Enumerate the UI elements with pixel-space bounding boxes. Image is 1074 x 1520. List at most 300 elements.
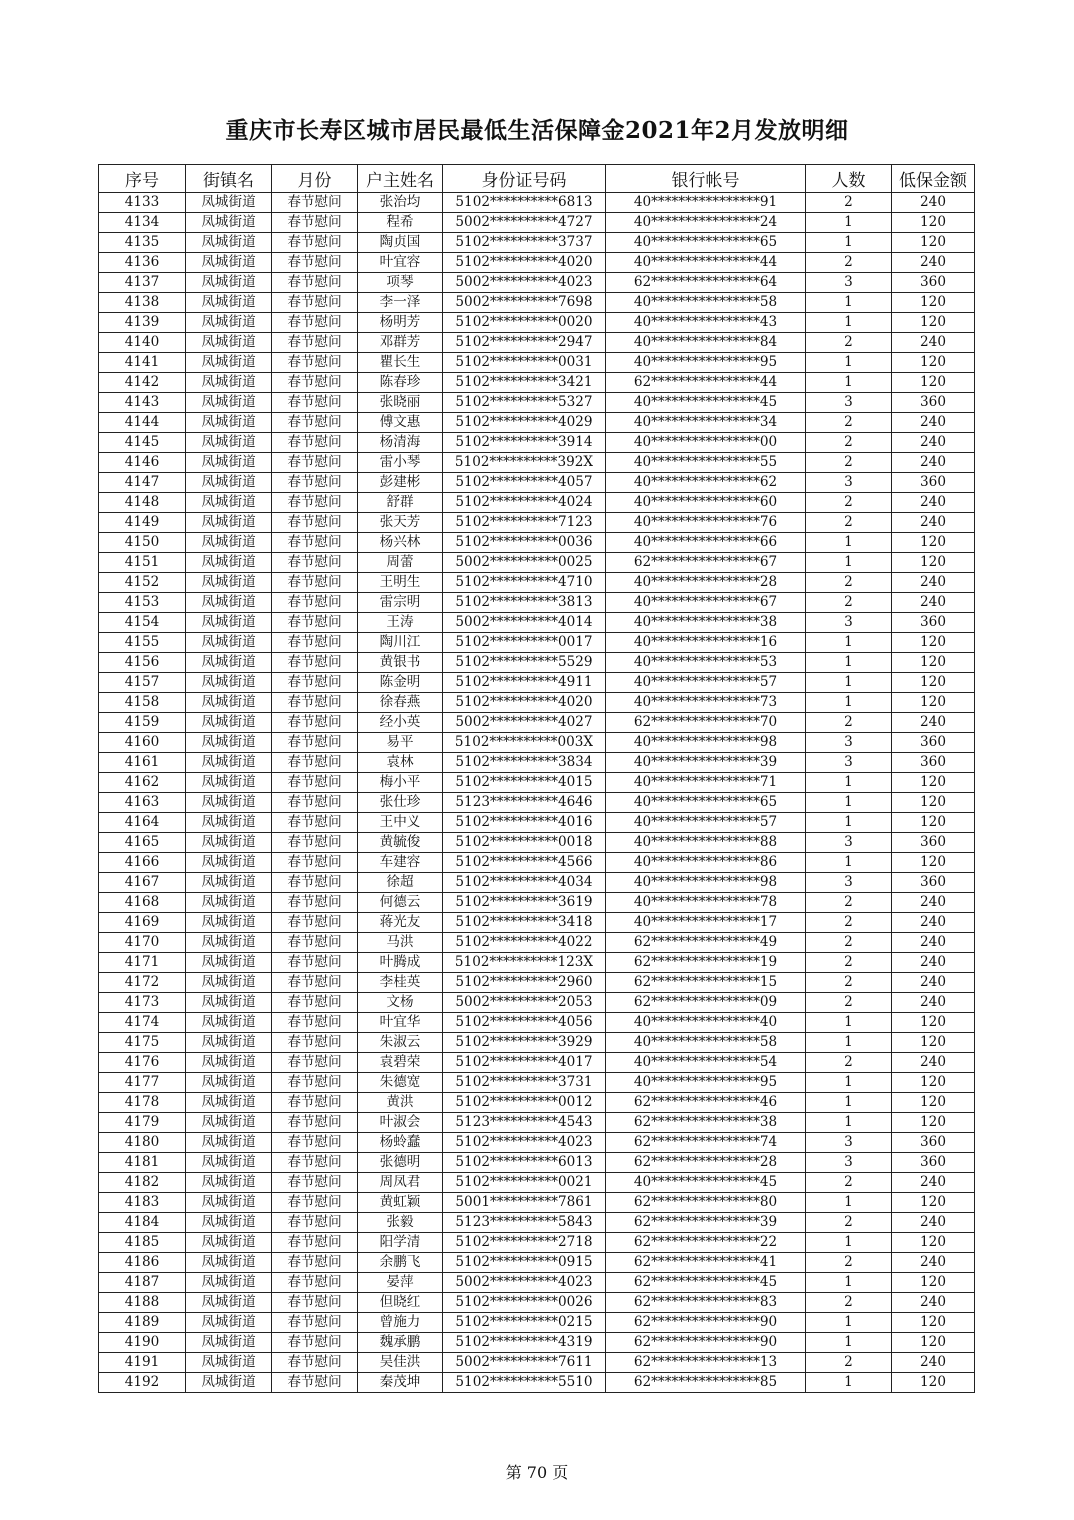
cell-people-count: 3 [806, 1153, 892, 1173]
cell-bank-account: 62****************38 [606, 1113, 806, 1133]
cell-bank-account: 62****************19 [606, 953, 806, 973]
cell-bank-account: 40****************34 [606, 413, 806, 433]
cell-amount: 120 [892, 1233, 975, 1253]
cell-street: 凤城街道 [186, 653, 272, 673]
cell-index: 4161 [99, 753, 186, 773]
cell-amount: 240 [892, 953, 975, 973]
cell-id-number: 5002**********4023 [443, 1273, 606, 1293]
cell-bank-account: 40****************53 [606, 653, 806, 673]
cell-id-number: 5102**********3421 [443, 373, 606, 393]
cell-street: 凤城街道 [186, 493, 272, 513]
cell-month: 春节慰问 [272, 1313, 358, 1333]
cell-street: 凤城街道 [186, 1233, 272, 1253]
cell-bank-account: 40****************98 [606, 873, 806, 893]
page-number: 第 70 页 [505, 1463, 569, 1482]
cell-bank-account: 40****************54 [606, 1053, 806, 1073]
table-row [99, 793, 975, 813]
cell-householder: 王中义 [358, 813, 443, 833]
cell-month: 春节慰问 [272, 873, 358, 893]
table-row [99, 833, 975, 853]
cell-month: 春节慰问 [272, 973, 358, 993]
cell-amount: 120 [892, 693, 975, 713]
cell-bank-account: 62****************22 [606, 1233, 806, 1253]
cell-amount: 120 [892, 1193, 975, 1213]
cell-id-number: 5102**********4020 [443, 693, 606, 713]
cell-id-number: 5002**********0025 [443, 553, 606, 573]
cell-amount: 120 [892, 1373, 975, 1393]
cell-people-count: 2 [806, 253, 892, 273]
cell-index: 4175 [99, 1033, 186, 1053]
cell-householder: 邓群芳 [358, 333, 443, 353]
cell-street: 凤城街道 [186, 333, 272, 353]
cell-people-count: 1 [806, 633, 892, 653]
cell-month: 春节慰问 [272, 1273, 358, 1293]
table-row [99, 973, 975, 993]
cell-bank-account: 40****************58 [606, 293, 806, 313]
cell-bank-account: 62****************09 [606, 993, 806, 1013]
cell-bank-account: 40****************73 [606, 693, 806, 713]
table-row [99, 713, 975, 733]
cell-month: 春节慰问 [272, 1153, 358, 1173]
cell-people-count: 1 [806, 1233, 892, 1253]
cell-id-number: 5102**********0018 [443, 833, 606, 853]
table-row [99, 1293, 975, 1313]
cell-street: 凤城街道 [186, 873, 272, 893]
cell-people-count: 2 [806, 333, 892, 353]
cell-id-number: 5102**********4024 [443, 493, 606, 513]
cell-householder: 车建容 [358, 853, 443, 873]
cell-people-count: 2 [806, 573, 892, 593]
cell-id-number: 5102**********4016 [443, 813, 606, 833]
table-row [99, 253, 975, 273]
cell-amount: 120 [892, 553, 975, 573]
cell-index: 4184 [99, 1213, 186, 1233]
cell-id-number: 5102**********003X [443, 733, 606, 753]
table-row [99, 1133, 975, 1153]
cell-street: 凤城街道 [186, 793, 272, 813]
cell-bank-account: 40****************67 [606, 593, 806, 613]
cell-id-number: 5002**********2053 [443, 993, 606, 1013]
table-row [99, 453, 975, 473]
cell-street: 凤城街道 [186, 1313, 272, 1333]
cell-people-count: 1 [806, 553, 892, 573]
cell-householder: 经小英 [358, 713, 443, 733]
cell-people-count: 1 [806, 1073, 892, 1093]
cell-people-count: 1 [806, 213, 892, 233]
cell-index: 4176 [99, 1053, 186, 1073]
cell-street: 凤城街道 [186, 713, 272, 733]
cell-id-number: 5102**********3731 [443, 1073, 606, 1093]
cell-month: 春节慰问 [272, 793, 358, 813]
cell-people-count: 3 [806, 873, 892, 893]
cell-street: 凤城街道 [186, 893, 272, 913]
cell-street: 凤城街道 [186, 1033, 272, 1053]
cell-bank-account: 40****************00 [606, 433, 806, 453]
cell-id-number: 5102**********4566 [443, 853, 606, 873]
cell-month: 春节慰问 [272, 313, 358, 333]
cell-street: 凤城街道 [186, 253, 272, 273]
cell-bank-account: 40****************84 [606, 333, 806, 353]
cell-householder: 黄毓俊 [358, 833, 443, 853]
cell-amount: 360 [892, 833, 975, 853]
cell-month: 春节慰问 [272, 1113, 358, 1133]
cell-amount: 120 [892, 1073, 975, 1093]
cell-month: 春节慰问 [272, 1033, 358, 1053]
cell-amount: 120 [892, 1333, 975, 1353]
cell-amount: 360 [892, 1153, 975, 1173]
cell-bank-account: 40****************38 [606, 613, 806, 633]
cell-bank-account: 40****************24 [606, 213, 806, 233]
cell-id-number: 5102**********0215 [443, 1313, 606, 1333]
cell-householder: 陶川江 [358, 633, 443, 653]
cell-householder: 朱德宽 [358, 1073, 443, 1093]
cell-bank-account: 62****************74 [606, 1133, 806, 1153]
cell-index: 4188 [99, 1293, 186, 1313]
table-row [99, 1073, 975, 1093]
table-row [99, 913, 975, 933]
cell-month: 春节慰问 [272, 913, 358, 933]
cell-index: 4154 [99, 613, 186, 633]
cell-month: 春节慰问 [272, 653, 358, 673]
cell-month: 春节慰问 [272, 693, 358, 713]
cell-bank-account: 62****************15 [606, 973, 806, 993]
cell-id-number: 5102**********123X [443, 953, 606, 973]
table-row [99, 1253, 975, 1273]
cell-householder: 杨兴林 [358, 533, 443, 553]
cell-amount: 360 [892, 873, 975, 893]
table-row [99, 233, 975, 253]
cell-bank-account: 62****************44 [606, 373, 806, 393]
cell-month: 春节慰问 [272, 573, 358, 593]
cell-bank-account: 40****************98 [606, 733, 806, 753]
cell-street: 凤城街道 [186, 1253, 272, 1273]
cell-month: 春节慰问 [272, 293, 358, 313]
cell-street: 凤城街道 [186, 1213, 272, 1233]
cell-street: 凤城街道 [186, 1333, 272, 1353]
cell-amount: 120 [892, 213, 975, 233]
cell-month: 春节慰问 [272, 213, 358, 233]
cell-index: 4165 [99, 833, 186, 853]
cell-householder: 曾施力 [358, 1313, 443, 1333]
cell-bank-account: 40****************44 [606, 253, 806, 273]
table-row [99, 1173, 975, 1193]
cell-index: 4155 [99, 633, 186, 653]
table-row [99, 613, 975, 633]
cell-street: 凤城街道 [186, 633, 272, 653]
cell-amount: 360 [892, 273, 975, 293]
cell-householder: 易平 [358, 733, 443, 753]
cell-bank-account: 40****************39 [606, 753, 806, 773]
cell-id-number: 5123**********4646 [443, 793, 606, 813]
table-row [99, 853, 975, 873]
cell-id-number: 5102**********4057 [443, 473, 606, 493]
cell-people-count: 1 [806, 313, 892, 333]
cell-month: 春节慰问 [272, 353, 358, 373]
cell-id-number: 5102**********4029 [443, 413, 606, 433]
table-row [99, 1353, 975, 1373]
header-index: 序号 [99, 165, 186, 193]
table-row [99, 673, 975, 693]
cell-householder: 秦茂坤 [358, 1373, 443, 1393]
cell-street: 凤城街道 [186, 1053, 272, 1073]
cell-index: 4182 [99, 1173, 186, 1193]
cell-month: 春节慰问 [272, 713, 358, 733]
cell-street: 凤城街道 [186, 213, 272, 233]
cell-amount: 240 [892, 993, 975, 1013]
cell-index: 4190 [99, 1333, 186, 1353]
cell-people-count: 3 [806, 273, 892, 293]
cell-month: 春节慰问 [272, 1333, 358, 1353]
cell-street: 凤城街道 [186, 433, 272, 453]
cell-householder: 叶宜容 [358, 253, 443, 273]
cell-bank-account: 40****************95 [606, 1073, 806, 1093]
cell-bank-account: 62****************90 [606, 1333, 806, 1353]
table-row [99, 213, 975, 233]
cell-people-count: 3 [806, 753, 892, 773]
cell-id-number: 5102**********4022 [443, 933, 606, 953]
table-row [99, 653, 975, 673]
cell-index: 4139 [99, 313, 186, 333]
cell-id-number: 5102**********4017 [443, 1053, 606, 1073]
header-people-count: 人数 [806, 165, 892, 193]
cell-bank-account: 40****************58 [606, 1033, 806, 1053]
cell-street: 凤城街道 [186, 1273, 272, 1293]
cell-amount: 120 [892, 1313, 975, 1333]
cell-householder: 杨蛉蠢 [358, 1133, 443, 1153]
cell-street: 凤城街道 [186, 313, 272, 333]
cell-amount: 240 [892, 253, 975, 273]
cell-people-count: 1 [806, 853, 892, 873]
cell-index: 4146 [99, 453, 186, 473]
cell-householder: 余鹏飞 [358, 1253, 443, 1273]
cell-people-count: 2 [806, 973, 892, 993]
table-row [99, 1193, 975, 1213]
cell-month: 春节慰问 [272, 1093, 358, 1113]
cell-householder: 周蕾 [358, 553, 443, 573]
cell-householder: 袁林 [358, 753, 443, 773]
cell-month: 春节慰问 [272, 593, 358, 613]
cell-bank-account: 40****************88 [606, 833, 806, 853]
cell-householder: 朱淑云 [358, 1033, 443, 1053]
cell-householder: 张仕珍 [358, 793, 443, 813]
cell-people-count: 2 [806, 433, 892, 453]
cell-householder: 文杨 [358, 993, 443, 1013]
table-row [99, 353, 975, 373]
cell-householder: 蒋光友 [358, 913, 443, 933]
cell-bank-account: 62****************39 [606, 1213, 806, 1233]
cell-id-number: 5102**********5327 [443, 393, 606, 413]
cell-month: 春节慰问 [272, 333, 358, 353]
cell-index: 4181 [99, 1153, 186, 1173]
cell-id-number: 5102**********4020 [443, 253, 606, 273]
cell-index: 4168 [99, 893, 186, 913]
payment-table [98, 164, 975, 1393]
cell-bank-account: 62****************67 [606, 553, 806, 573]
cell-bank-account: 40****************66 [606, 533, 806, 553]
cell-id-number: 5102**********0915 [443, 1253, 606, 1273]
cell-index: 4189 [99, 1313, 186, 1333]
cell-bank-account: 40****************16 [606, 633, 806, 653]
cell-street: 凤城街道 [186, 673, 272, 693]
cell-street: 凤城街道 [186, 473, 272, 493]
cell-id-number: 5102**********3418 [443, 913, 606, 933]
cell-id-number: 5102**********0021 [443, 1173, 606, 1193]
cell-householder: 陶贞国 [358, 233, 443, 253]
cell-bank-account: 40****************86 [606, 853, 806, 873]
cell-bank-account: 40****************45 [606, 393, 806, 413]
cell-amount: 240 [892, 413, 975, 433]
cell-people-count: 1 [806, 813, 892, 833]
cell-amount: 120 [892, 1033, 975, 1053]
cell-amount: 360 [892, 733, 975, 753]
cell-month: 春节慰问 [272, 1193, 358, 1213]
cell-index: 4153 [99, 593, 186, 613]
cell-index: 4169 [99, 913, 186, 933]
table-row [99, 193, 975, 213]
cell-people-count: 2 [806, 993, 892, 1013]
cell-amount: 360 [892, 613, 975, 633]
header-bank-account: 银行帐号 [606, 165, 806, 193]
cell-people-count: 2 [806, 513, 892, 533]
cell-householder: 李一泽 [358, 293, 443, 313]
cell-householder: 魏承鹏 [358, 1333, 443, 1353]
cell-people-count: 2 [806, 1053, 892, 1073]
table-row [99, 773, 975, 793]
cell-bank-account: 62****************45 [606, 1273, 806, 1293]
cell-people-count: 3 [806, 473, 892, 493]
cell-householder: 张晓丽 [358, 393, 443, 413]
cell-index: 4186 [99, 1253, 186, 1273]
cell-index: 4133 [99, 193, 186, 213]
cell-street: 凤城街道 [186, 1293, 272, 1313]
cell-index: 4170 [99, 933, 186, 953]
cell-amount: 240 [892, 493, 975, 513]
cell-amount: 360 [892, 753, 975, 773]
cell-bank-account: 40****************43 [606, 313, 806, 333]
cell-bank-account: 62****************49 [606, 933, 806, 953]
table-row [99, 513, 975, 533]
cell-index: 4158 [99, 693, 186, 713]
cell-street: 凤城街道 [186, 933, 272, 953]
cell-bank-account: 40****************17 [606, 913, 806, 933]
cell-amount: 120 [892, 853, 975, 873]
table-row [99, 1153, 975, 1173]
cell-month: 春节慰问 [272, 393, 358, 413]
cell-month: 春节慰问 [272, 413, 358, 433]
table-row [99, 293, 975, 313]
cell-month: 春节慰问 [272, 533, 358, 553]
cell-index: 4164 [99, 813, 186, 833]
cell-people-count: 1 [806, 1333, 892, 1353]
cell-street: 凤城街道 [186, 293, 272, 313]
cell-index: 4185 [99, 1233, 186, 1253]
cell-amount: 240 [892, 513, 975, 533]
cell-id-number: 5123**********5843 [443, 1213, 606, 1233]
table-row [99, 933, 975, 953]
cell-street: 凤城街道 [186, 993, 272, 1013]
cell-id-number: 5102**********0017 [443, 633, 606, 653]
cell-id-number: 5102**********5529 [443, 653, 606, 673]
cell-month: 春节慰问 [272, 993, 358, 1013]
cell-month: 春节慰问 [272, 453, 358, 473]
cell-people-count: 1 [806, 693, 892, 713]
cell-bank-account: 62****************80 [606, 1193, 806, 1213]
table-row [99, 593, 975, 613]
cell-id-number: 5102**********3619 [443, 893, 606, 913]
cell-street: 凤城街道 [186, 273, 272, 293]
table-row [99, 1033, 975, 1053]
cell-householder: 但晓红 [358, 1293, 443, 1313]
cell-street: 凤城街道 [186, 953, 272, 973]
cell-bank-account: 40****************95 [606, 353, 806, 373]
cell-amount: 240 [892, 333, 975, 353]
cell-amount: 120 [892, 353, 975, 373]
cell-amount: 240 [892, 1053, 975, 1073]
table-row [99, 1233, 975, 1253]
cell-householder: 程希 [358, 213, 443, 233]
cell-id-number: 5102**********3914 [443, 433, 606, 453]
cell-index: 4150 [99, 533, 186, 553]
cell-people-count: 3 [806, 393, 892, 413]
cell-index: 4141 [99, 353, 186, 373]
cell-householder: 雷小琴 [358, 453, 443, 473]
cell-householder: 彭建彬 [358, 473, 443, 493]
cell-month: 春节慰问 [272, 1073, 358, 1093]
cell-month: 春节慰问 [272, 853, 358, 873]
table-row [99, 753, 975, 773]
cell-amount: 120 [892, 793, 975, 813]
cell-month: 春节慰问 [272, 1233, 358, 1253]
header-month: 月份 [272, 165, 358, 193]
cell-people-count: 2 [806, 1353, 892, 1373]
table-row [99, 473, 975, 493]
cell-index: 4144 [99, 413, 186, 433]
cell-amount: 120 [892, 813, 975, 833]
cell-people-count: 2 [806, 1253, 892, 1273]
cell-street: 凤城街道 [186, 973, 272, 993]
cell-street: 凤城街道 [186, 233, 272, 253]
cell-id-number: 5002**********7698 [443, 293, 606, 313]
cell-month: 春节慰问 [272, 613, 358, 633]
cell-householder: 傅文惠 [358, 413, 443, 433]
cell-id-number: 5102**********4015 [443, 773, 606, 793]
cell-householder: 陈春珍 [358, 373, 443, 393]
cell-month: 春节慰问 [272, 1133, 358, 1153]
cell-index: 4173 [99, 993, 186, 1013]
cell-month: 春节慰问 [272, 233, 358, 253]
cell-month: 春节慰问 [272, 493, 358, 513]
cell-amount: 360 [892, 473, 975, 493]
table-row [99, 1013, 975, 1033]
cell-amount: 120 [892, 373, 975, 393]
header-street: 街镇名 [186, 165, 272, 193]
cell-householder: 叶腾成 [358, 953, 443, 973]
cell-bank-account: 40****************55 [606, 453, 806, 473]
cell-amount: 120 [892, 313, 975, 333]
cell-index: 4159 [99, 713, 186, 733]
cell-month: 春节慰问 [272, 433, 358, 453]
cell-index: 4160 [99, 733, 186, 753]
cell-id-number: 5102**********2947 [443, 333, 606, 353]
cell-amount: 240 [892, 893, 975, 913]
cell-month: 春节慰问 [272, 753, 358, 773]
table-row [99, 813, 975, 833]
cell-householder: 王涛 [358, 613, 443, 633]
cell-index: 4152 [99, 573, 186, 593]
cell-month: 春节慰问 [272, 673, 358, 693]
cell-index: 4142 [99, 373, 186, 393]
cell-householder: 杨清海 [358, 433, 443, 453]
